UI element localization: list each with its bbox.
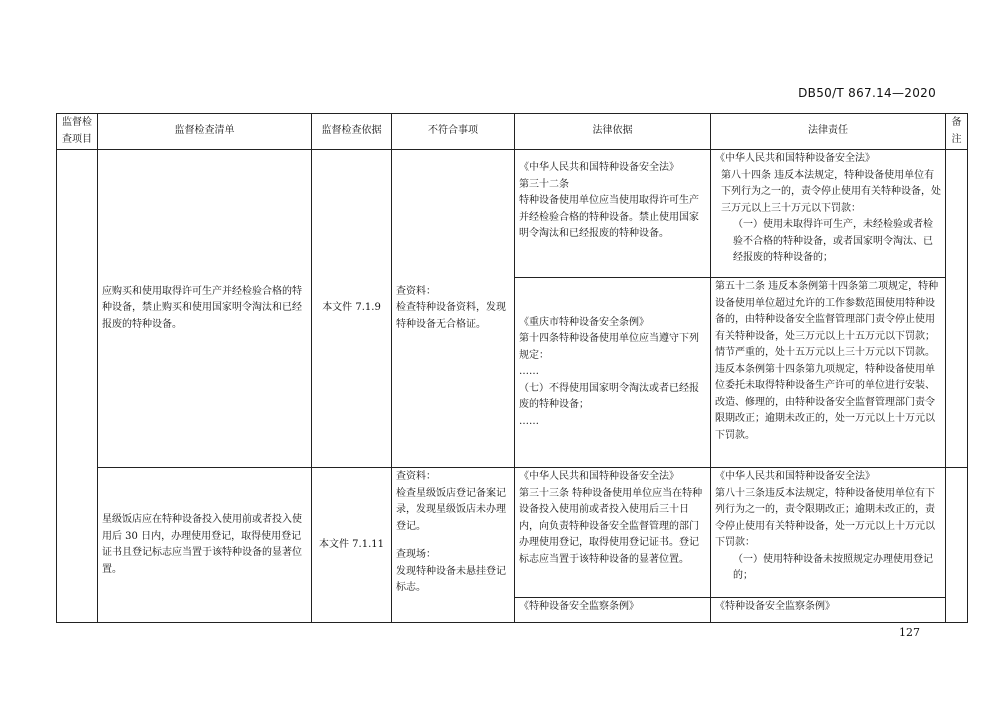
- col-header-item: 监督检查项目: [57, 114, 98, 150]
- col-header-remark: 备注: [946, 114, 968, 150]
- legal-line: 《重庆市特种设备安全条例》: [519, 316, 649, 328]
- legal-line: 第十四条特种设备使用单位应当遵守下列规定：: [519, 333, 699, 361]
- legal-line: ……: [519, 415, 539, 427]
- liability-line: （一）使用未取得许可生产，未经检验或者检验不合格的特种设备，或者国家明令淘汰、已经报废的特种设备的；: [733, 219, 933, 263]
- legal-line: 特种设备使用单位应当使用取得许可生产并经检验合格的特种设备。禁止使用国家明令淘汰和已经报废的特种设备。: [519, 195, 699, 239]
- col-header-basis: 监督检查依据: [312, 114, 392, 150]
- supervision-table: [56, 113, 968, 623]
- legal-line: 《中华人民共和国特种设备安全法》: [519, 471, 679, 482]
- cell-remark: [946, 468, 968, 623]
- nonconformity-line: 检查特种设备资料，发现特种设备无合格证。: [396, 302, 506, 330]
- cell-item: [57, 150, 98, 623]
- table-header-row: [57, 114, 968, 150]
- cell-checklist: 星级饭店应在特种设备投入使用前或者投入使用后 30 日内，办理使用登记，取得使用登记证书且登记标志应当置于该特种设备的显著位置。: [98, 468, 312, 623]
- nonconformity-line: 检查星级饭店登记备案记录，发现星级饭店未办理登记。: [396, 487, 506, 532]
- nonconformity-line: 查现场：: [396, 549, 436, 560]
- col-header-checklist: 监督检查清单: [98, 114, 312, 150]
- legal-line: 《中华人民共和国特种设备安全法》: [519, 162, 679, 173]
- cell-legal-basis: [515, 468, 711, 598]
- nonconformity-line: 发现特种设备未悬挂登记标志。: [396, 565, 506, 593]
- cell-nonconformity: [392, 150, 515, 468]
- nonconformity-line: 查资料：: [396, 285, 436, 297]
- legal-line: ……: [519, 366, 539, 378]
- cell-legal-basis: 《特种设备安全监察条例》: [515, 598, 711, 623]
- col-header-nonconformity: 不符合事项: [392, 114, 515, 150]
- cell-nonconformity: [392, 468, 515, 623]
- cell-remark: [946, 150, 968, 468]
- nonconformity-line: 查资料：: [396, 471, 436, 482]
- legal-line: 第三十二条: [519, 178, 569, 190]
- cell-basis: 本文件 7.1.9: [312, 150, 392, 468]
- legal-line: （七）不得使用国家明令淘汰或者已经报废的特种设备；: [519, 382, 699, 411]
- page-number: 127: [899, 626, 920, 639]
- liability-line: （一）使用特种设备未按照规定办理使用登记的；: [733, 553, 933, 581]
- cell-checklist: 应购买和使用取得许可生产并经检验合格的特种设备，禁止购买和使用国家明令淘汰和已经报废的特种设备。: [98, 150, 312, 468]
- liability-line: 第八十三条违反本法规定，特种设备使用单位有下列行为之一的，责令限期改正；逾期未改正的，责令停止使用有关特种设备，处一万元以上十万元以下罚款：: [715, 487, 935, 548]
- col-header-legal-liability: 法律责任: [711, 114, 946, 150]
- cell-legal-basis: [515, 150, 711, 278]
- col-header-legal-basis: 法律依据: [515, 114, 711, 150]
- cell-legal-liability: 《特种设备安全监察条例》: [711, 598, 946, 623]
- cell-legal-liability: 第五十二条 违反本条例第十四条第二项规定，特种设备使用单位超过允许的工作参数范围使用特种设备的，由特种设备安全监督管理部门责令停止使用有关特种设备，处三万元以上十五万元以下罚款；情节严重的，处十五万元以上三十万元以下罚款。 违反本条例第十四条第九项规定，特种设备使用单位委托未取得特种设备生产许可的单位进行安装、改造、修理的，由特种设备安全监督管理部门责令限期改正；逾期未改正的，处一万元以上十万元以下罚款。: [711, 278, 946, 468]
- liability-line: 《中华人民共和国特种设备安全法》: [715, 153, 875, 164]
- cell-basis: 本文件 7.1.11: [312, 468, 392, 623]
- cell-legal-liability: [711, 468, 946, 598]
- cell-legal-liability: [711, 150, 946, 278]
- table-row: [57, 468, 968, 598]
- document-code: DB50/T 867.14—2020: [798, 86, 936, 100]
- cell-legal-basis: [515, 278, 711, 468]
- legal-line: 第三十三条 特种设备使用单位应当在特种设备投入使用前或者投入使用后三十日内，向负责特种设备安全监督管理的部门办理使用登记，取得使用登记证书。登记标志应当置于该特种设备的显著位置。: [519, 487, 703, 565]
- table-row: [57, 150, 968, 278]
- liability-line: 第八十四条 违反本法规定，特种设备使用单位有下列行为之一的，责令停止使用有关特种设备，处三万元以上三十万元以下罚款：: [721, 169, 941, 214]
- liability-line: 《中华人民共和国特种设备安全法》: [715, 471, 875, 482]
